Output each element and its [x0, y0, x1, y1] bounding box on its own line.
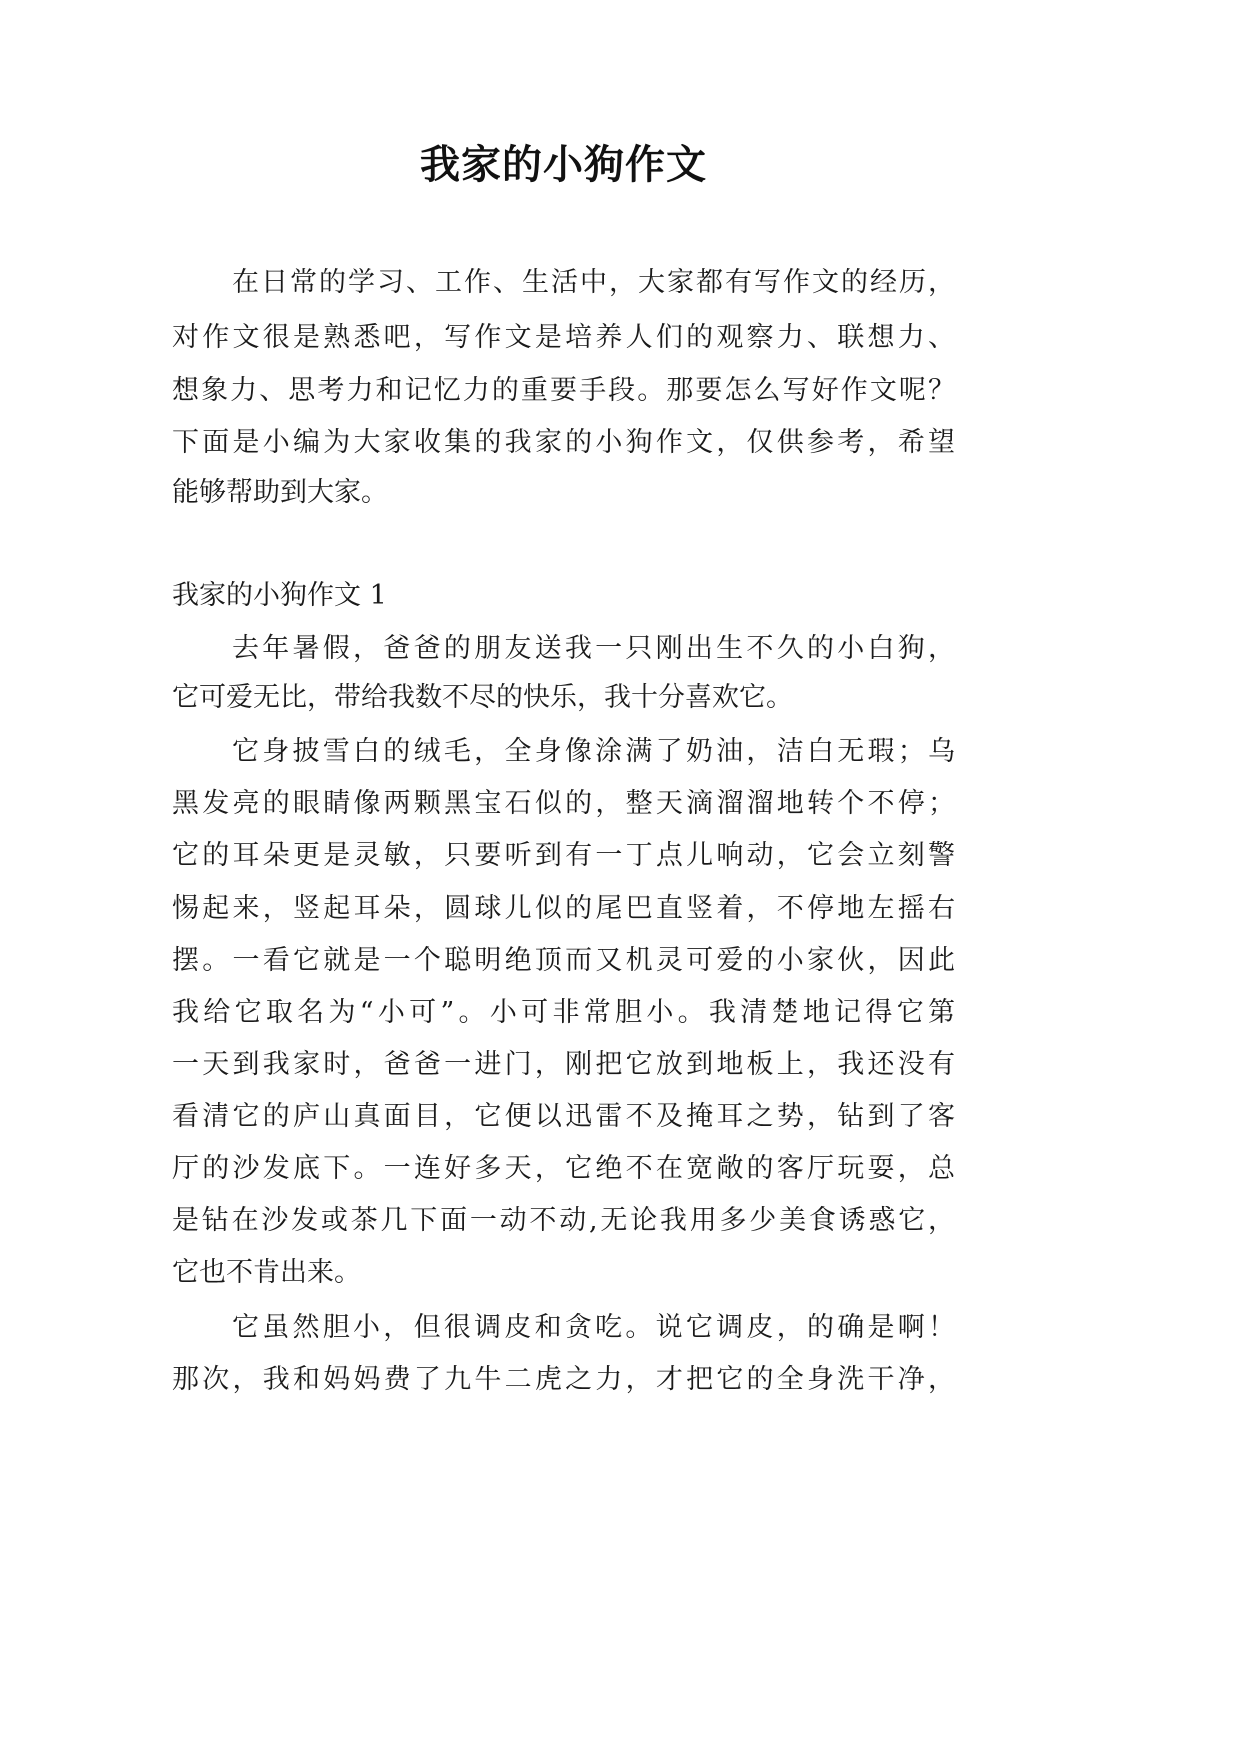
- paragraph-line: 它可爱无比，带给我数不尽的快乐，我十分喜欢它。: [172, 682, 793, 713]
- paragraph-line: 看清它的庐山真面目，它便以迅雷不及掩耳之势，钻到了客: [172, 1101, 955, 1132]
- paragraph-line: 它的耳朵更是灵敏，只要听到有一丁点儿响动，它会立刻警: [172, 840, 955, 871]
- paragraph-line: 在日常的学习、工作、生活中，大家都有写作文的经历，: [232, 267, 955, 298]
- paragraph-line: 能够帮助到大家。: [172, 477, 388, 508]
- paragraph-line: 一天到我家时，爸爸一进门，刚把它放到地板上，我还没有: [172, 1049, 955, 1080]
- essay-heading: 我家的小狗作文 1: [172, 580, 387, 611]
- paragraph-line: 我给它取名为“小可”。小可非常胆小。我清楚地记得它第: [172, 997, 955, 1028]
- paragraph-line: 去年暑假，爸爸的朋友送我一只刚出生不久的小白狗，: [232, 633, 955, 664]
- paragraph-line: 它虽然胆小，但很调皮和贪吃。说它调皮，的确是啊！: [232, 1312, 955, 1343]
- paragraph-line: 它身披雪白的绒毛，全身像涂满了奶油，洁白无瑕；乌: [232, 736, 955, 767]
- paragraph-line: 想象力、思考力和记忆力的重要手段。那要怎么写好作文呢？: [172, 375, 955, 406]
- paragraph-line: 厅的沙发底下。一连好多天，它绝不在宽敞的客厅玩耍，总: [172, 1153, 955, 1184]
- paragraph-line: 它也不肯出来。: [172, 1257, 361, 1288]
- paragraph-line: 摆。一看它就是一个聪明绝顶而又机灵可爱的小家伙，因此: [172, 945, 955, 976]
- paragraph-line: 惕起来，竖起耳朵，圆球儿似的尾巴直竖着，不停地左摇右: [172, 893, 955, 924]
- paragraph-line: 黑发亮的眼睛像两颗黑宝石似的，整天滴溜溜地转个不停；: [172, 788, 955, 819]
- paragraph-line: 对作文很是熟悉吧，写作文是培养人们的观察力、联想力、: [172, 322, 955, 353]
- paragraph-line: 那次，我和妈妈费了九牛二虎之力，才把它的全身洗干净，: [172, 1364, 955, 1395]
- document-title: 我家的小狗作文: [420, 141, 707, 188]
- paragraph-line: 是钻在沙发或茶几下面一动不动,无论我用多少美食诱惑它，: [172, 1205, 955, 1236]
- paragraph-line: 下面是小编为大家收集的我家的小狗作文，仅供参考，希望: [172, 427, 955, 458]
